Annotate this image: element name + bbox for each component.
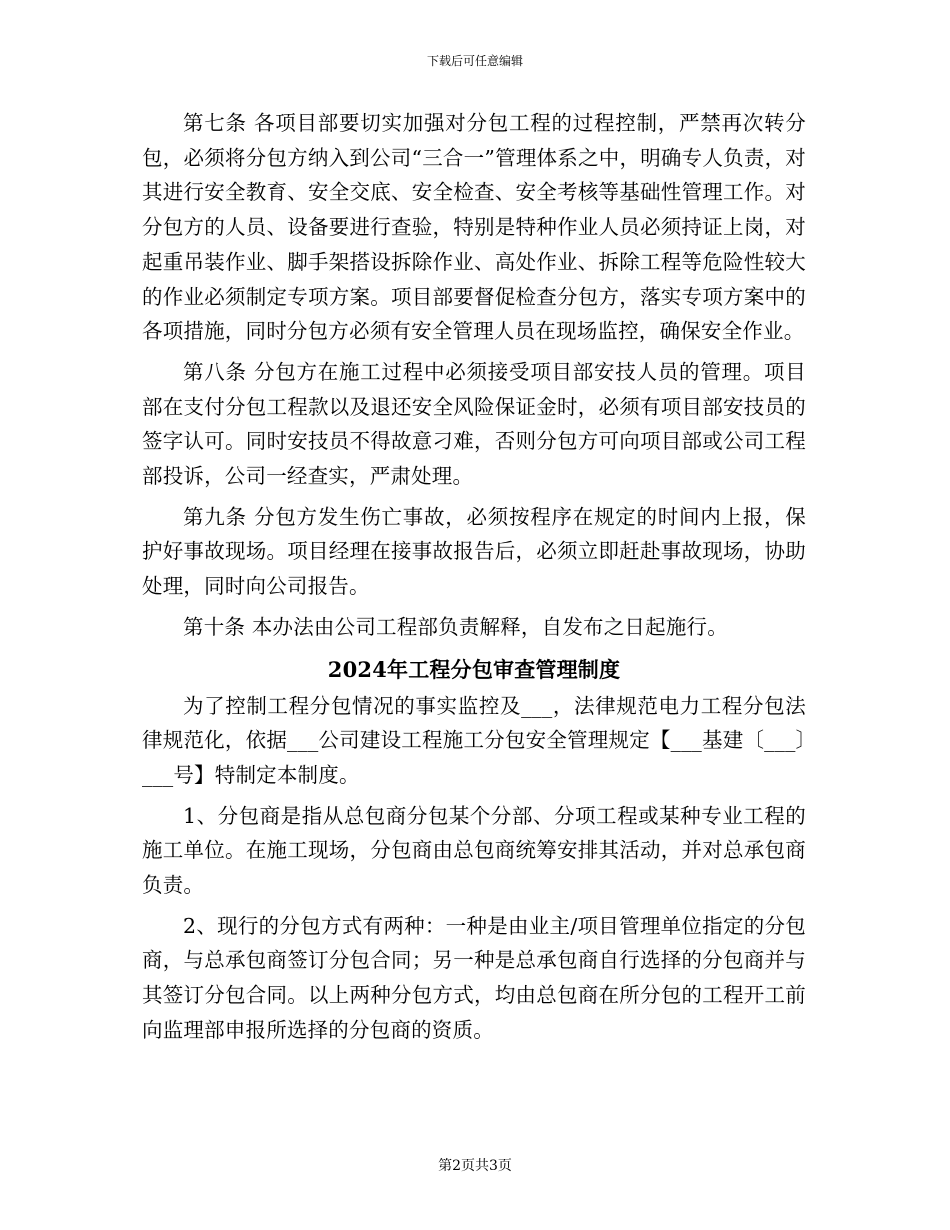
document-body: [142, 106, 806, 1054]
article-10-paragraph: 第十条 本办法由公司工程部负责解释，自发布之日起施行。: [183, 614, 728, 639]
intro-paragraph: 为了控制工程分包情况的事实监控及___，法律规范电力工程分包法律规范化，依据___公司建设工程施工分包安全管理规定【___基建〔___〕___号】特制定本制度。: [142, 693, 806, 787]
page-header: 下载后可任意编辑: [426, 54, 523, 68]
article-7-paragraph: 第七条 各项目部要切实加强对分包工程的过程控制，严禁再次转分包，必须将分包方纳入到公司“三合一”管理体系之中，明确专人负责，对其进行安全教育、安全交底、安全检查、安全考核等基础性管理工作。对分包方的人员、设备要进行查验，特别是特种作业人员必须持证上岗，对起重吊装作业、脚手架搭设拆除作业、高处作业、拆除工程等危险性较大的作业必须制定专项方案。项目部要督促检查分包方，落实专项方案中的各项措施，同时分包方必须有安全管理人员在现场监控，确保安全作业。: [142, 111, 806, 344]
article-9-paragraph: 第九条 分包方发生伤亡事故，必须按程序在规定的时间内上报，保护好事故现场。项目经理在接事故报告后，必须立即赶赴事故现场，协助处理，同时向公司报告。: [142, 504, 806, 599]
page-footer: 第2页共3页: [438, 1158, 512, 1174]
item-2-paragraph: 2、现行的分包方式有两种：一种是由业主/项目管理单位指定的分包商，与总承包商签订分包合同；另一种是总承包商自行选择的分包商并与其签订分包合同。以上两种分包方式，均由总包商在所分包的工程开工前向监理部申报所选择的分包商的资质。: [142, 913, 806, 1042]
item-1-paragraph: 1、分包商是指从总包商分包某个分部、分项工程或某种专业工程的施工单位。在施工现场，分包商由总包商统筹安排其活动，并对总承包商负责。: [142, 803, 806, 898]
article-8-paragraph: 第八条 分包方在施工过程中必须接受项目部安技人员的管理。项目部在支付分包工程款以及退还安全风险保证金时，必须有项目部安技员的签字认可。同时安技员不得故意刁难，否则分包方可向项目部或公司工程部投诉，公司一经查实，严肃处理。: [142, 359, 806, 489]
section-title: 2024年工程分包审查管理制度: [327, 656, 621, 682]
